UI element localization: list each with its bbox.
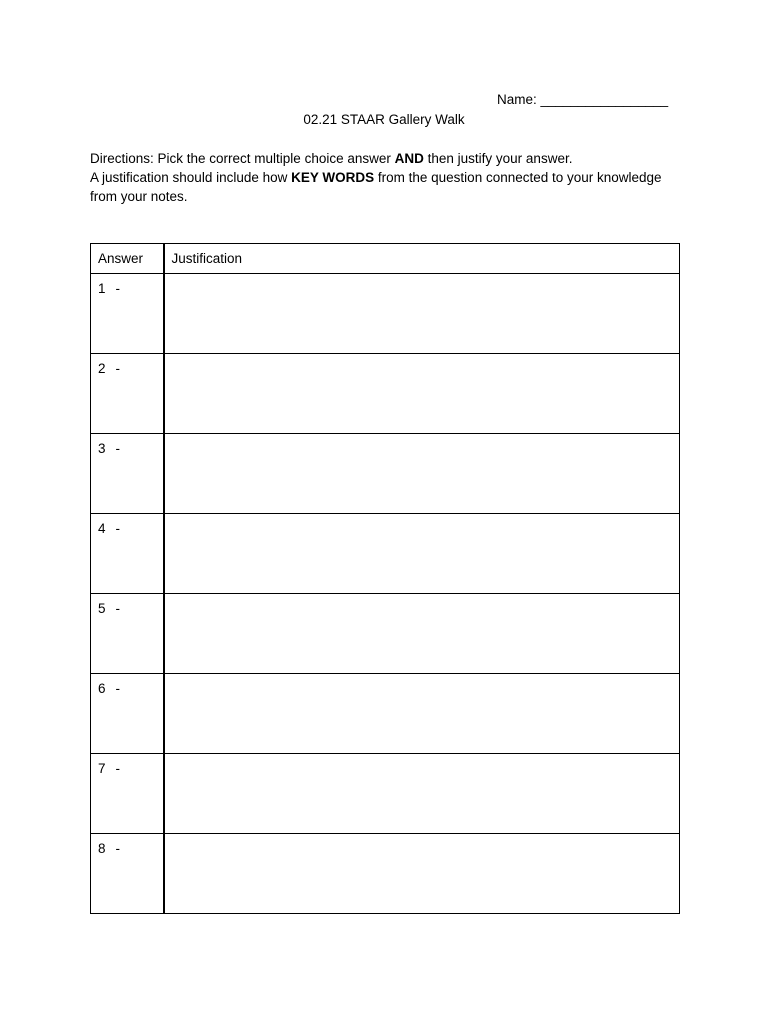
name-field-label: Name: _________________ xyxy=(497,92,669,107)
answer-cell[interactable] xyxy=(91,514,164,594)
directions-emphasis-and: AND xyxy=(394,151,424,166)
directions-text: then justify your answer. xyxy=(423,151,573,166)
answer-cell[interactable] xyxy=(91,674,164,754)
row-dash: - xyxy=(115,761,121,776)
table-row xyxy=(91,274,680,354)
directions-text: Directions: Pick the correct multiple choice answer xyxy=(90,151,395,166)
table-row xyxy=(91,834,680,914)
directions-emphasis-key-words: KEY WORDS xyxy=(291,170,375,185)
row-dash: - xyxy=(115,681,121,696)
table-row xyxy=(91,434,680,514)
row-number: 2 xyxy=(98,361,106,376)
table-row xyxy=(91,514,680,594)
justification-column-header: Justification xyxy=(164,244,680,274)
row-number: 6 xyxy=(98,681,106,696)
directions xyxy=(90,149,690,206)
answer-cell[interactable] xyxy=(91,834,164,914)
table-header-row xyxy=(91,244,680,274)
justification-cell[interactable] xyxy=(164,354,680,434)
table-row xyxy=(91,594,680,674)
justification-cell[interactable] xyxy=(164,754,680,834)
row-dash: - xyxy=(115,441,121,456)
row-dash: - xyxy=(115,361,121,376)
justification-cell[interactable] xyxy=(164,514,680,594)
justification-cell[interactable] xyxy=(164,834,680,914)
justification-cell[interactable] xyxy=(164,434,680,514)
answer-cell[interactable] xyxy=(91,354,164,434)
answer-cell[interactable] xyxy=(91,754,164,834)
directions-line-2 xyxy=(90,168,690,206)
page-title: 02.21 STAAR Gallery Walk xyxy=(303,112,465,127)
directions-text: A justification should include how xyxy=(90,170,292,185)
directions-text: from the question connected to your knowledge from your notes. xyxy=(90,170,662,204)
row-dash: - xyxy=(115,521,121,536)
row-dash: - xyxy=(115,841,121,856)
answer-cell[interactable] xyxy=(91,594,164,674)
answer-column-header: Answer xyxy=(91,244,164,274)
row-number: 4 xyxy=(98,521,106,536)
table-row xyxy=(91,354,680,434)
answer-cell[interactable] xyxy=(91,434,164,514)
row-number: 7 xyxy=(98,761,106,776)
answer-cell[interactable] xyxy=(91,274,164,354)
row-number: 5 xyxy=(98,601,106,616)
directions-line-1 xyxy=(90,149,690,168)
justification-cell[interactable] xyxy=(164,274,680,354)
table-row xyxy=(91,754,680,834)
table-row xyxy=(91,674,680,754)
row-number: 1 xyxy=(98,281,106,296)
answer-table xyxy=(90,243,680,914)
row-dash: - xyxy=(115,281,121,296)
row-number: 3 xyxy=(98,441,106,456)
justification-cell[interactable] xyxy=(164,674,680,754)
justification-cell[interactable] xyxy=(164,594,680,674)
row-number: 8 xyxy=(98,841,106,856)
row-dash: - xyxy=(115,601,121,616)
